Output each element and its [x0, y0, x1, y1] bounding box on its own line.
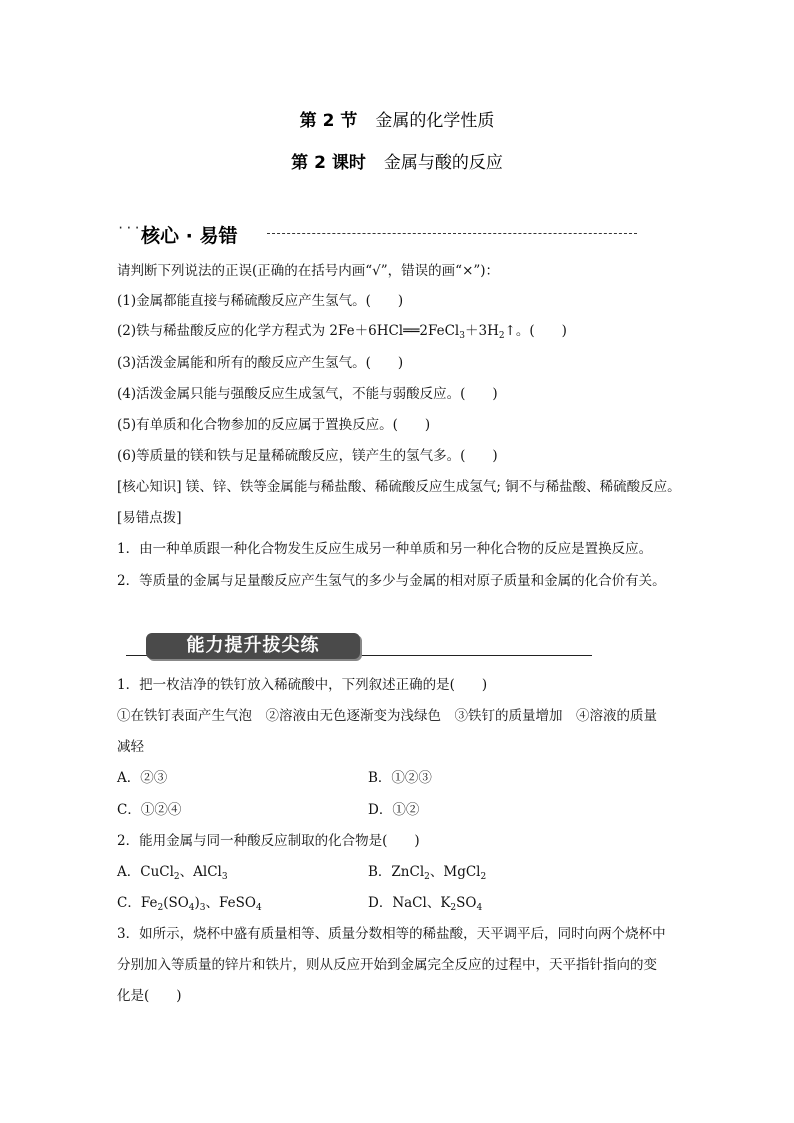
dashed-divider [267, 233, 637, 234]
q2-option-c: C．$Fe_2(SO_4)_3$、FeSO$_4$ [117, 895, 262, 913]
q1-option-c: C．①②④ [117, 802, 182, 818]
statement-5: (5)有单质和化合物参加的反应属于置换反应。( ) [117, 417, 431, 433]
q1-statements-cont: 减轻 [117, 739, 144, 755]
q2-option-a: A．CuCl$_2$、AlCl$_3$ [117, 864, 228, 882]
core-knowledge: [核心知识] 镁、锌、铁等金属能与稀盐酸、稀硫酸反应生成氢气; 铜不与稀盐酸、稀硫酸反应。 [117, 479, 681, 495]
pitfalls-heading: [易错点拨] [117, 510, 182, 526]
q1-option-b: B．①②③ [368, 770, 432, 786]
q2-stem: 2．能用金属与同一种酸反应制取的化合物是( ) [117, 833, 420, 849]
pitfall-2: 2．等质量的金属与足量酸反应产生氢气的多少与金属的相对原子质量和金属的化合价有关。 [117, 573, 666, 589]
q1-statements: ①在铁钉表面产生气泡 ②溶液由无色逐渐变为浅绿色 ③铁钉的质量增加 ④溶液的质量 [117, 708, 657, 724]
statement-6: (6)等质量的镁和铁与足量稀硫酸反应，镁产生的氢气多。( ) [117, 448, 498, 464]
statement-4: (4)活泼金属只能与强酸反应生成氢气，不能与弱酸反应。( ) [117, 386, 498, 402]
q1-option-d: D．①② [368, 802, 420, 818]
section-number: 第 2 节 [299, 111, 358, 131]
core-section-header [117, 221, 637, 247]
section-name: 金属的化学性质 [375, 111, 495, 131]
q3-stem-cont: 分别加入等质量的锌片和铁片，则从反应开始到金属完全反应的过程中，天平指针指向的变 [117, 957, 657, 973]
q2-option-d: D．NaCl、$K_2SO_4$ [368, 895, 483, 913]
lesson-title [0, 148, 794, 173]
q1-stem: 1．把一枚洁净的铁钉放入稀硫酸中，下列叙述正确的是( ) [117, 677, 488, 693]
header-dots: ··· [117, 221, 142, 235]
instruction-text: 请判断下列说法的正误(正确的在括号内画“√”，错误的画“×”)： [117, 263, 500, 279]
lesson-name: 金属与酸的反应 [383, 153, 503, 173]
practice-banner: 能力提升拔尖练 [146, 633, 360, 659]
section-title [0, 106, 794, 131]
statement-3: (3)活泼金属能和所有的酸反应产生氢气。( ) [117, 355, 404, 371]
statement-2: (2)铁与稀盐酸反应的化学方程式为 $2Fe+6HCl══2FeCl_3+3H_2↑$。( ) [117, 323, 567, 341]
practice-section-header [126, 633, 592, 657]
q3-stem-end: 化是( ) [117, 988, 182, 1004]
q1-option-a: A．②③ [117, 770, 168, 786]
statement-1: (1)金属都能直接与稀硫酸反应产生氢气。( ) [117, 293, 404, 309]
q2-option-b: B．ZnCl$_2$、MgCl$_2$ [368, 864, 487, 882]
core-section-heading: 核心 · 易错 [141, 225, 238, 247]
q3-stem: 3．如所示，烧杯中盛有质量相等、质量分数相等的稀盐酸，天平调平后，同时向两个烧杯中 [117, 926, 666, 942]
pitfall-1: 1．由一种单质跟一种化合物发生反应生成另一种单质和另一种化合物的反应是置换反应。 [117, 541, 653, 557]
lesson-number: 第 2 课时 [291, 153, 366, 173]
